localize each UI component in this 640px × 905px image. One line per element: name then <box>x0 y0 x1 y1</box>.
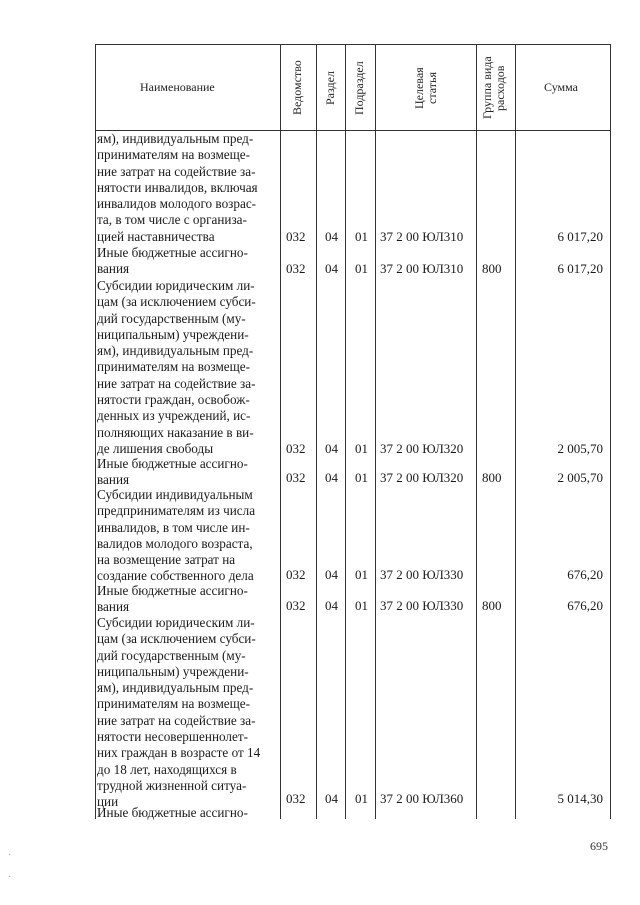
row-name-line: ние затрат на содействие за- <box>97 712 256 728</box>
row-name-line: создание собственного дела <box>97 568 254 584</box>
row-summa: 2 005,70 <box>557 470 603 485</box>
row-name-line: полняющих наказание в ви- <box>97 424 254 440</box>
row-name-line: них граждан в возрасте от 14 <box>97 745 261 761</box>
table-top-border <box>95 44 610 45</box>
row-podrazdel: 01 <box>355 791 368 806</box>
col-border-razdel <box>345 44 346 819</box>
row-razdel: 04 <box>325 598 338 613</box>
header-summa: Сумма <box>544 80 578 94</box>
row-summa: 676,20 <box>567 598 603 613</box>
row-name-line: дий государственным (му- <box>97 310 246 326</box>
row-vedomstvo: 032 <box>286 261 306 276</box>
row-name-line: нятости несовершеннолет- <box>97 729 249 745</box>
row-name-line: предпринимателям из числа <box>97 503 256 519</box>
row-summa: 5 014,30 <box>557 791 603 806</box>
row-summa: 6 017,20 <box>557 229 603 244</box>
header-vedomstvo: Ведомство <box>290 60 304 116</box>
row-name-line: трудной жизненной ситуа- <box>97 777 247 793</box>
row-name-line: ции <box>97 794 119 810</box>
col-border-right <box>610 44 611 819</box>
scan-speck: · <box>8 850 12 861</box>
header-podrazdel: Подраздел <box>352 61 366 115</box>
row-vedomstvo: 032 <box>286 441 306 456</box>
row-podrazdel: 01 <box>355 470 368 485</box>
header-celevaya <box>413 52 441 124</box>
row-name <box>97 487 277 585</box>
row-gruppa: 800 <box>482 470 502 485</box>
row-name-line: нятости инвалидов, включая <box>97 179 258 195</box>
col-border-gruppa <box>515 44 516 819</box>
row-razdel: 04 <box>325 567 338 582</box>
row-summa: 2 005,70 <box>557 441 603 456</box>
row-vedomstvo: 032 <box>286 567 306 582</box>
row-name-line: принимателям на возмеще- <box>97 147 251 163</box>
row-celevaya: 37 2 00 ЮЛ330 <box>380 598 464 613</box>
header-name: Наименование <box>140 80 215 94</box>
row-summa: 6 017,20 <box>557 261 603 276</box>
row-name <box>97 615 277 811</box>
row-name-line: вания <box>97 599 130 615</box>
row-razdel: 04 <box>325 441 338 456</box>
row-name-line: вания <box>97 261 130 277</box>
row-gruppa: 800 <box>482 261 502 276</box>
row-name-line: ниципальным) учреждени- <box>97 326 249 342</box>
row-name-line: Субсидии юридическим ли- <box>97 278 255 293</box>
header-gruppa <box>481 48 509 128</box>
row-gruppa: 800 <box>482 598 502 613</box>
row-podrazdel: 01 <box>355 598 368 613</box>
row-name-line: принимателям на возмеще- <box>97 359 251 375</box>
row-name-line: ние затрат на содействие за- <box>97 375 256 391</box>
row-name-line: ниципальным) учреждени- <box>97 663 249 679</box>
row-name <box>97 583 277 616</box>
row-razdel: 04 <box>325 470 338 485</box>
col-border-celevaya <box>476 44 477 819</box>
row-name <box>97 245 277 278</box>
row-celevaya: 37 2 00 ЮЛ320 <box>380 441 464 456</box>
row-name-line: Иные бюджетные ассигно- <box>97 245 248 260</box>
col-border-name <box>280 44 281 819</box>
header-razdel: Раздел <box>323 71 337 105</box>
row-name-line: ям), индивидуальным пред- <box>97 343 254 359</box>
row-name-line: Иные бюджетные ассигно- <box>97 456 248 471</box>
row-name <box>97 805 277 821</box>
row-razdel: 04 <box>325 791 338 806</box>
row-name <box>97 456 277 489</box>
row-name-line: до 18 лет, находящихся в <box>97 761 237 777</box>
col-border-podrazdel <box>375 44 376 819</box>
row-celevaya: 37 2 00 ЮЛ320 <box>380 470 464 485</box>
scan-speck: · <box>8 872 12 883</box>
row-name-line: Иные бюджетные ассигно- <box>97 583 248 598</box>
row-name-line: инвалидов молодого возрас- <box>97 196 257 212</box>
row-name-line: принимателям на возмеще- <box>97 696 251 712</box>
row-name-line: ние затрат на содействие за- <box>97 163 256 179</box>
row-razdel: 04 <box>325 261 338 276</box>
row-celevaya: 37 2 00 ЮЛ310 <box>380 229 464 244</box>
row-podrazdel: 01 <box>355 441 368 456</box>
row-razdel: 04 <box>325 229 338 244</box>
row-name-line: ям), индивидуальным пред- <box>97 680 254 696</box>
row-name-line: та, в том числе с организа- <box>97 212 247 228</box>
row-name-line: де лишения свободы <box>97 440 214 456</box>
row-name-line: денных из учреждений, ис- <box>97 408 251 424</box>
row-vedomstvo: 032 <box>286 229 306 244</box>
row-name-line: вания <box>97 472 130 488</box>
row-name <box>97 278 277 457</box>
col-border-left <box>95 44 96 819</box>
row-celevaya: 37 2 00 ЮЛ310 <box>380 261 464 276</box>
header-celevaya-text: Целевая статья <box>412 67 439 109</box>
row-name-line: цам (за исключением субси- <box>97 294 256 310</box>
row-name-line: Иные бюджетные ассигно- <box>97 805 248 820</box>
row-name-line: Субсидии юридическим ли- <box>97 615 255 630</box>
row-vedomstvo: 032 <box>286 470 306 485</box>
row-celevaya: 37 2 00 ЮЛ360 <box>380 791 464 806</box>
row-name-line: на возмещение затрат на <box>97 552 236 568</box>
row-podrazdel: 01 <box>355 261 368 276</box>
row-name-line: валидов молодого возраста, <box>97 535 253 551</box>
row-name-line: цией наставничества <box>97 228 215 244</box>
row-name-line: Субсидии индивидуальным <box>97 487 253 502</box>
row-name-line: нятости граждан, освобож- <box>97 392 250 408</box>
col-border-ved <box>316 44 317 819</box>
row-podrazdel: 01 <box>355 567 368 582</box>
row-podrazdel: 01 <box>355 229 368 244</box>
row-name <box>97 131 277 245</box>
row-name-line: ям), индивидуальным пред- <box>97 131 254 146</box>
row-celevaya: 37 2 00 ЮЛ330 <box>380 567 464 582</box>
row-name-line: дий государственным (му- <box>97 647 246 663</box>
page-number: 695 <box>590 839 608 853</box>
header-gruppa-text: Группа вида расходов <box>480 56 507 120</box>
row-name-line: инвалидов, в том числе ин- <box>97 519 250 535</box>
row-vedomstvo: 032 <box>286 791 306 806</box>
row-vedomstvo: 032 <box>286 598 306 613</box>
row-name-line: цам (за исключением субси- <box>97 631 256 647</box>
row-summa: 676,20 <box>567 567 603 582</box>
